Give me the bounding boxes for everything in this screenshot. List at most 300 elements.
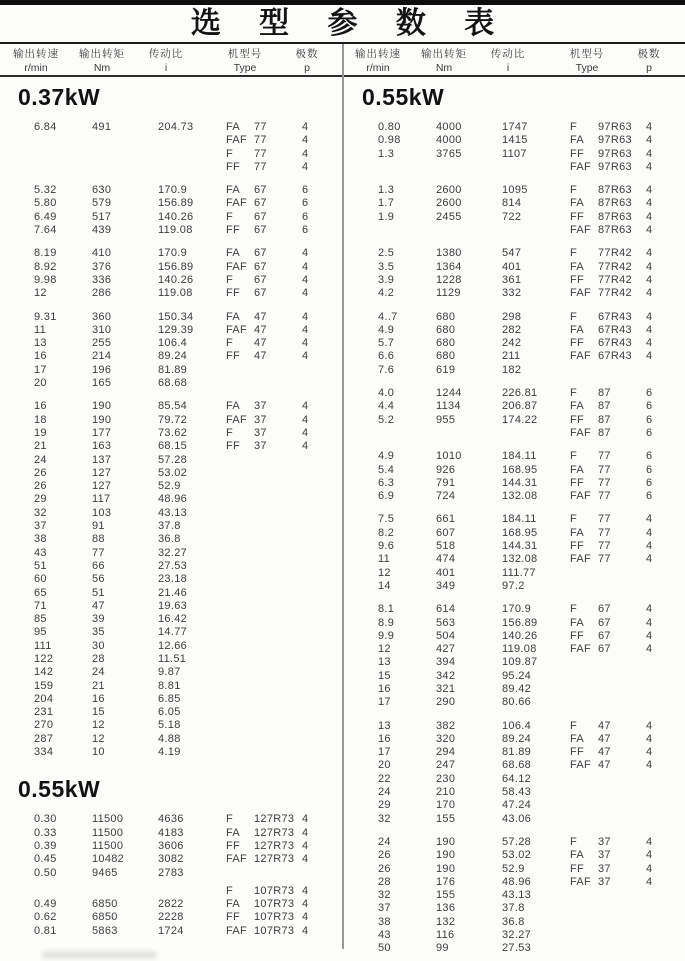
cell-type-size: 67 bbox=[254, 260, 267, 273]
cell-speed: 6.84 bbox=[34, 121, 57, 133]
cell-torque: 190 bbox=[436, 835, 456, 848]
cell-speed: 6.6 bbox=[378, 350, 395, 363]
table-row bbox=[0, 184, 342, 197]
cell-speed: 7.5 bbox=[378, 513, 395, 526]
cell-ratio: 184.11 bbox=[502, 450, 537, 463]
cell-type-size bbox=[598, 364, 646, 377]
cell-poles: 4 bbox=[646, 835, 653, 848]
table-row bbox=[0, 350, 342, 363]
cell-poles bbox=[302, 733, 338, 746]
cell-poles bbox=[302, 533, 338, 546]
cell-type-prefix bbox=[226, 507, 254, 520]
table-row bbox=[344, 148, 685, 161]
cell-type-size bbox=[598, 902, 646, 915]
cell-ratio: 119.08 bbox=[158, 287, 193, 300]
cell-poles bbox=[302, 746, 338, 759]
cell-type-size: 67 bbox=[254, 287, 267, 300]
cell-type-size: 47 bbox=[598, 719, 611, 732]
cell-poles bbox=[302, 493, 338, 506]
cell-type-prefix: FA bbox=[226, 310, 241, 323]
cell-speed: 13 bbox=[378, 719, 391, 732]
table-row bbox=[344, 863, 685, 876]
cell-speed: 32 bbox=[378, 812, 391, 825]
cell-type-size: 77R42 bbox=[598, 273, 632, 286]
cell-poles bbox=[302, 640, 338, 653]
header-unit: Type bbox=[575, 62, 599, 74]
cell-torque: 255 bbox=[92, 337, 112, 350]
cell-type-prefix: FAF bbox=[226, 197, 248, 210]
table-row bbox=[344, 211, 685, 224]
cell-torque: 196 bbox=[92, 363, 112, 376]
cell-poles: 6 bbox=[646, 387, 653, 400]
cell-torque: 680 bbox=[436, 337, 456, 350]
title-band bbox=[0, 5, 685, 44]
cell-poles: 4 bbox=[646, 629, 653, 642]
table-row bbox=[344, 603, 685, 616]
cell-type-prefix bbox=[226, 653, 254, 666]
cell-type-size bbox=[254, 520, 302, 533]
cell-torque: 11500 bbox=[92, 826, 124, 839]
cell-type-prefix: F bbox=[226, 884, 234, 897]
cell-type-size: 47 bbox=[254, 350, 267, 363]
power-section bbox=[0, 84, 342, 759]
cell-ratio: 1415 bbox=[502, 134, 528, 147]
cell-torque: 427 bbox=[436, 643, 456, 656]
cell-speed: 51 bbox=[34, 559, 47, 572]
cell-speed: 0.33 bbox=[34, 826, 57, 839]
cell-type-size: 47 bbox=[254, 337, 267, 350]
cell-poles: 4 bbox=[302, 273, 309, 286]
cell-poles bbox=[302, 454, 338, 467]
cell-type-size: 87 bbox=[598, 387, 611, 400]
table-row bbox=[0, 706, 342, 719]
cell-ratio: 182 bbox=[502, 363, 522, 376]
table-row bbox=[0, 680, 342, 693]
cell-type-prefix bbox=[226, 587, 254, 600]
power-section-heading: 0.37kW bbox=[18, 84, 101, 110]
cell-speed: 7.6 bbox=[378, 363, 395, 376]
cell-ratio: 19.63 bbox=[158, 599, 188, 612]
cell-type-prefix: FA bbox=[570, 526, 585, 539]
cell-poles: 4 bbox=[302, 247, 309, 260]
cell-poles bbox=[302, 613, 338, 626]
cell-torque: 1244 bbox=[436, 387, 462, 400]
table-row bbox=[344, 337, 685, 350]
table-row bbox=[0, 853, 342, 866]
cell-poles: 4 bbox=[302, 853, 309, 866]
table-row bbox=[0, 813, 342, 826]
cell-ratio: 97.2 bbox=[502, 579, 525, 592]
cell-speed: 4.9 bbox=[378, 323, 395, 336]
cell-speed: 20 bbox=[378, 759, 391, 772]
cell-type-prefix: FA bbox=[570, 400, 585, 413]
cell-speed: 50 bbox=[378, 942, 391, 955]
cell-poles bbox=[646, 773, 682, 786]
table-row bbox=[344, 261, 685, 274]
cell-type-size bbox=[598, 656, 646, 669]
cell-torque: 247 bbox=[436, 759, 456, 772]
cell-poles bbox=[646, 683, 682, 696]
cell-type-prefix: FAF bbox=[226, 134, 248, 147]
cell-type-size: 67 bbox=[598, 603, 611, 616]
cell-speed: 16 bbox=[34, 350, 47, 363]
table-row bbox=[344, 161, 685, 174]
header-label: 传动比 bbox=[148, 48, 184, 60]
cell-speed: 5.2 bbox=[378, 413, 395, 426]
table-row bbox=[0, 507, 342, 520]
cell-type-size bbox=[598, 567, 646, 580]
cell-torque: 349 bbox=[436, 579, 456, 592]
cell-poles bbox=[302, 693, 338, 706]
cell-ratio: 32.27 bbox=[158, 546, 188, 559]
table-row bbox=[344, 527, 685, 540]
cell-poles: 6 bbox=[646, 426, 653, 439]
cell-torque: 724 bbox=[436, 490, 456, 503]
cell-torque: 10 bbox=[92, 746, 105, 759]
cell-type-prefix bbox=[570, 670, 598, 683]
table-row bbox=[0, 224, 342, 237]
cell-speed bbox=[378, 224, 436, 237]
cell-speed: 60 bbox=[34, 573, 47, 586]
cell-torque: 680 bbox=[436, 350, 456, 363]
cell-torque: 926 bbox=[436, 463, 456, 476]
cell-poles: 6 bbox=[302, 197, 309, 210]
cell-torque: 661 bbox=[436, 513, 456, 526]
cell-ratio bbox=[158, 161, 226, 174]
cell-poles: 4 bbox=[646, 210, 653, 223]
cell-ratio: 52.9 bbox=[158, 480, 181, 493]
cell-ratio: 11.51 bbox=[158, 652, 187, 665]
cell-torque: 127 bbox=[92, 466, 112, 479]
cell-poles: 4 bbox=[302, 440, 309, 453]
cell-poles: 4 bbox=[646, 310, 653, 323]
cell-type-prefix bbox=[226, 680, 254, 693]
cell-type-size bbox=[598, 929, 646, 942]
cell-type-prefix bbox=[570, 813, 598, 826]
cell-type-prefix bbox=[226, 533, 254, 546]
cell-type-size: 47 bbox=[254, 323, 267, 336]
cell-speed: 26 bbox=[34, 466, 47, 479]
cell-torque: 176 bbox=[436, 875, 456, 888]
table-row bbox=[344, 400, 685, 413]
cell-poles: 6 bbox=[646, 463, 653, 476]
cell-type-size: 67 bbox=[598, 616, 611, 629]
cell-speed: 5.32 bbox=[34, 184, 57, 197]
cell-poles: 4 bbox=[302, 121, 309, 133]
cell-type-size: 77 bbox=[598, 490, 611, 503]
cell-type-size: 107R73 bbox=[254, 911, 295, 924]
cell-speed: 0.98 bbox=[378, 134, 401, 147]
cell-torque: 35 bbox=[92, 626, 105, 639]
cell-type-prefix: FAF bbox=[570, 224, 592, 237]
cell-type-prefix: FF bbox=[226, 839, 241, 852]
row-block bbox=[0, 121, 342, 174]
table-row bbox=[0, 733, 342, 746]
cell-type-size: 77 bbox=[254, 121, 267, 133]
cell-type-size bbox=[254, 613, 302, 626]
cell-speed: 37 bbox=[378, 902, 391, 915]
cell-type-size: 37 bbox=[254, 426, 267, 439]
cell-type-size: 37 bbox=[254, 400, 267, 413]
table-row bbox=[344, 617, 685, 630]
cell-poles: 4 bbox=[302, 147, 309, 160]
cell-type-size: 97R63 bbox=[598, 134, 632, 147]
cell-speed bbox=[378, 161, 436, 174]
cell-torque: 2455 bbox=[436, 210, 462, 223]
cell-ratio: 4183 bbox=[158, 826, 184, 839]
cell-type-prefix: FA bbox=[226, 184, 241, 197]
cell-torque: 382 bbox=[436, 719, 456, 732]
cell-ratio: 1724 bbox=[158, 924, 184, 937]
cell-ratio: 1107 bbox=[502, 147, 527, 160]
cell-ratio: 2228 bbox=[158, 911, 184, 924]
cell-speed: 204 bbox=[34, 692, 54, 705]
cell-poles: 6 bbox=[646, 400, 653, 413]
cell-speed: 4.2 bbox=[378, 287, 395, 300]
cell-type-prefix: F bbox=[226, 147, 234, 160]
cell-type-prefix: FAF bbox=[570, 350, 592, 363]
cell-speed: 24 bbox=[34, 453, 47, 466]
cell-ratio: 2783 bbox=[158, 866, 184, 879]
cell-torque: 1364 bbox=[436, 260, 462, 273]
table-row bbox=[0, 311, 342, 324]
cell-poles bbox=[302, 867, 338, 880]
cell-type-prefix: F bbox=[570, 513, 578, 526]
table-row bbox=[344, 364, 685, 377]
table-row bbox=[344, 287, 685, 300]
cell-ratio: 1095 bbox=[502, 184, 528, 197]
cell-ratio: 106.4 bbox=[502, 719, 532, 732]
cell-speed bbox=[34, 161, 92, 174]
cell-type-size bbox=[254, 653, 302, 666]
cell-type-prefix: FF bbox=[570, 337, 585, 350]
cell-ratio: 226.81 bbox=[502, 387, 538, 400]
cell-speed: 8.2 bbox=[378, 526, 395, 539]
cell-ratio: 79.72 bbox=[158, 413, 188, 426]
cell-torque bbox=[92, 134, 158, 147]
cell-type-prefix bbox=[226, 467, 254, 480]
cell-type-size bbox=[254, 680, 302, 693]
cell-speed: 85 bbox=[34, 613, 47, 626]
table-row bbox=[0, 533, 342, 546]
cell-ratio: 547 bbox=[502, 247, 522, 260]
cell-speed: 16 bbox=[378, 732, 391, 745]
cell-speed: 11 bbox=[34, 323, 47, 336]
cell-poles: 4 bbox=[302, 260, 309, 273]
cell-torque: 190 bbox=[436, 849, 456, 862]
cell-torque: 2600 bbox=[436, 197, 462, 210]
cell-type-size: 77R42 bbox=[598, 287, 632, 300]
cell-poles: 4 bbox=[646, 513, 653, 526]
cell-torque: 30 bbox=[92, 639, 105, 652]
table-row bbox=[0, 666, 342, 679]
cell-torque: 491 bbox=[92, 121, 112, 133]
cell-ratio bbox=[158, 885, 226, 898]
cell-type-size: 97R63 bbox=[598, 121, 632, 133]
cell-ratio: 68.68 bbox=[502, 759, 532, 772]
cell-type-size: 77 bbox=[598, 463, 611, 476]
header-right-half bbox=[342, 44, 685, 75]
cell-type-prefix: FF bbox=[570, 147, 585, 160]
cell-poles: 4 bbox=[646, 759, 653, 772]
cell-ratio: 150.34 bbox=[158, 310, 194, 323]
cell-torque: 66 bbox=[92, 559, 105, 572]
cell-type-prefix: F bbox=[570, 387, 578, 400]
cell-type-size bbox=[598, 942, 646, 955]
cell-speed: 0.81 bbox=[34, 924, 57, 937]
row-block bbox=[344, 836, 685, 956]
cell-ratio: 43.13 bbox=[158, 506, 188, 519]
cell-poles bbox=[302, 364, 338, 377]
cell-type-prefix bbox=[226, 547, 254, 560]
cell-torque: 336 bbox=[92, 273, 112, 286]
cell-speed: 0.39 bbox=[34, 839, 57, 852]
cell-type-prefix: F bbox=[570, 247, 578, 260]
cell-torque: 15 bbox=[92, 706, 105, 719]
cell-ratio: 111.77 bbox=[502, 566, 536, 579]
table-row bbox=[0, 840, 342, 853]
row-block bbox=[0, 311, 342, 391]
cell-speed: 231 bbox=[34, 706, 54, 719]
row-block bbox=[344, 247, 685, 300]
cell-type-size: 77 bbox=[598, 526, 611, 539]
table-row bbox=[344, 733, 685, 746]
cell-torque: 47 bbox=[92, 599, 105, 612]
table-row bbox=[344, 553, 685, 566]
cell-torque: 103 bbox=[92, 506, 112, 519]
cell-poles bbox=[646, 902, 682, 915]
cell-speed: 28 bbox=[378, 875, 391, 888]
cell-speed: 12 bbox=[378, 643, 391, 656]
cell-poles: 4 bbox=[646, 526, 653, 539]
cell-poles: 4 bbox=[302, 323, 309, 336]
table-row bbox=[0, 653, 342, 666]
cell-poles: 4 bbox=[302, 287, 309, 300]
cell-ratio: 36.8 bbox=[158, 533, 181, 546]
power-section-heading: 0.55kW bbox=[362, 84, 445, 110]
cell-poles bbox=[302, 680, 338, 693]
cell-type-size: 77 bbox=[254, 160, 267, 173]
cell-type-prefix: FA bbox=[226, 121, 241, 133]
cell-speed: 15 bbox=[378, 669, 391, 682]
cell-poles bbox=[302, 653, 338, 666]
cell-ratio: 156.89 bbox=[158, 197, 194, 210]
cell-ratio: 95.24 bbox=[502, 669, 532, 682]
cell-speed: 0.50 bbox=[34, 866, 57, 879]
cell-ratio: 132.08 bbox=[502, 490, 538, 503]
cell-poles: 4 bbox=[646, 862, 653, 875]
cell-ratio: 211 bbox=[502, 350, 521, 363]
cell-torque: 955 bbox=[436, 413, 456, 426]
cell-type-prefix: FF bbox=[226, 440, 241, 453]
table-row bbox=[344, 720, 685, 733]
cell-type-prefix: FAF bbox=[226, 924, 248, 937]
table-row bbox=[0, 925, 342, 938]
cell-poles: 4 bbox=[646, 643, 653, 656]
cell-type-size: 47 bbox=[598, 732, 611, 745]
cell-type-size: 127R73 bbox=[254, 853, 295, 866]
cell-poles bbox=[646, 567, 682, 580]
cell-type-prefix: FAF bbox=[226, 260, 248, 273]
column-header-ratio bbox=[491, 46, 526, 74]
cell-type-size bbox=[254, 746, 302, 759]
cell-type-size bbox=[254, 364, 302, 377]
cell-torque: 12 bbox=[92, 732, 105, 745]
cell-ratio: 21.46 bbox=[158, 586, 188, 599]
cell-speed: 20 bbox=[34, 377, 47, 390]
table-column-right bbox=[344, 77, 685, 956]
table-row bbox=[344, 224, 685, 237]
cell-torque: 474 bbox=[436, 553, 456, 566]
cell-ratio: 332 bbox=[502, 287, 522, 300]
cell-type-size: 127R73 bbox=[254, 839, 295, 852]
cell-type-size: 107R73 bbox=[254, 924, 295, 937]
cell-poles: 6 bbox=[646, 413, 653, 426]
table-row bbox=[0, 885, 342, 898]
cell-torque: 504 bbox=[436, 629, 456, 642]
cell-type-size bbox=[254, 480, 302, 493]
cell-ratio: 174.22 bbox=[502, 413, 538, 426]
cell-speed bbox=[34, 148, 92, 161]
table-row bbox=[0, 161, 342, 174]
cell-type-size: 87R63 bbox=[598, 184, 632, 197]
table-row bbox=[344, 696, 685, 709]
table-row bbox=[344, 513, 685, 526]
cell-type-size: 87 bbox=[598, 413, 611, 426]
header-unit: i bbox=[164, 62, 168, 74]
cell-ratio: 73.62 bbox=[158, 426, 188, 439]
cell-ratio: 132.08 bbox=[502, 553, 538, 566]
cell-type-prefix: FAF bbox=[570, 490, 592, 503]
table-row bbox=[344, 670, 685, 683]
cell-poles bbox=[302, 573, 338, 586]
table-row bbox=[0, 197, 342, 210]
center-divider-line bbox=[342, 44, 344, 949]
cell-type-prefix: F bbox=[570, 310, 578, 323]
cell-poles: 6 bbox=[646, 476, 653, 489]
cell-type-size bbox=[598, 580, 646, 593]
cell-torque: 11500 bbox=[92, 839, 124, 852]
cell-type-prefix: F bbox=[570, 603, 578, 616]
cell-ratio: 43.13 bbox=[502, 889, 532, 902]
cell-speed: 24 bbox=[378, 835, 391, 848]
table-row bbox=[344, 450, 685, 463]
header-unit: Nm bbox=[93, 62, 111, 74]
cell-type-size: 87 bbox=[598, 400, 611, 413]
cell-ratio: 6.05 bbox=[158, 706, 181, 719]
table-row bbox=[344, 799, 685, 812]
cell-type-prefix bbox=[226, 613, 254, 626]
cell-ratio: 47.24 bbox=[502, 799, 532, 812]
cell-ratio: 140.26 bbox=[502, 629, 538, 642]
cell-type-size: 67R43 bbox=[598, 337, 632, 350]
cell-speed: 8.9 bbox=[378, 616, 395, 629]
row-block bbox=[0, 184, 342, 237]
cell-torque: 163 bbox=[92, 440, 112, 453]
cell-type-size bbox=[598, 786, 646, 799]
table-row bbox=[0, 626, 342, 639]
cell-speed: 334 bbox=[34, 746, 54, 759]
table-row bbox=[0, 587, 342, 600]
cell-poles: 4 bbox=[646, 719, 653, 732]
cell-speed: 24 bbox=[378, 786, 391, 799]
cell-poles: 4 bbox=[646, 160, 653, 173]
cell-torque: 607 bbox=[436, 526, 456, 539]
cell-type-prefix: FAF bbox=[226, 323, 248, 336]
cell-type-size: 77 bbox=[598, 450, 611, 463]
cell-torque: 410 bbox=[92, 247, 112, 260]
cell-poles: 4 bbox=[646, 603, 653, 616]
